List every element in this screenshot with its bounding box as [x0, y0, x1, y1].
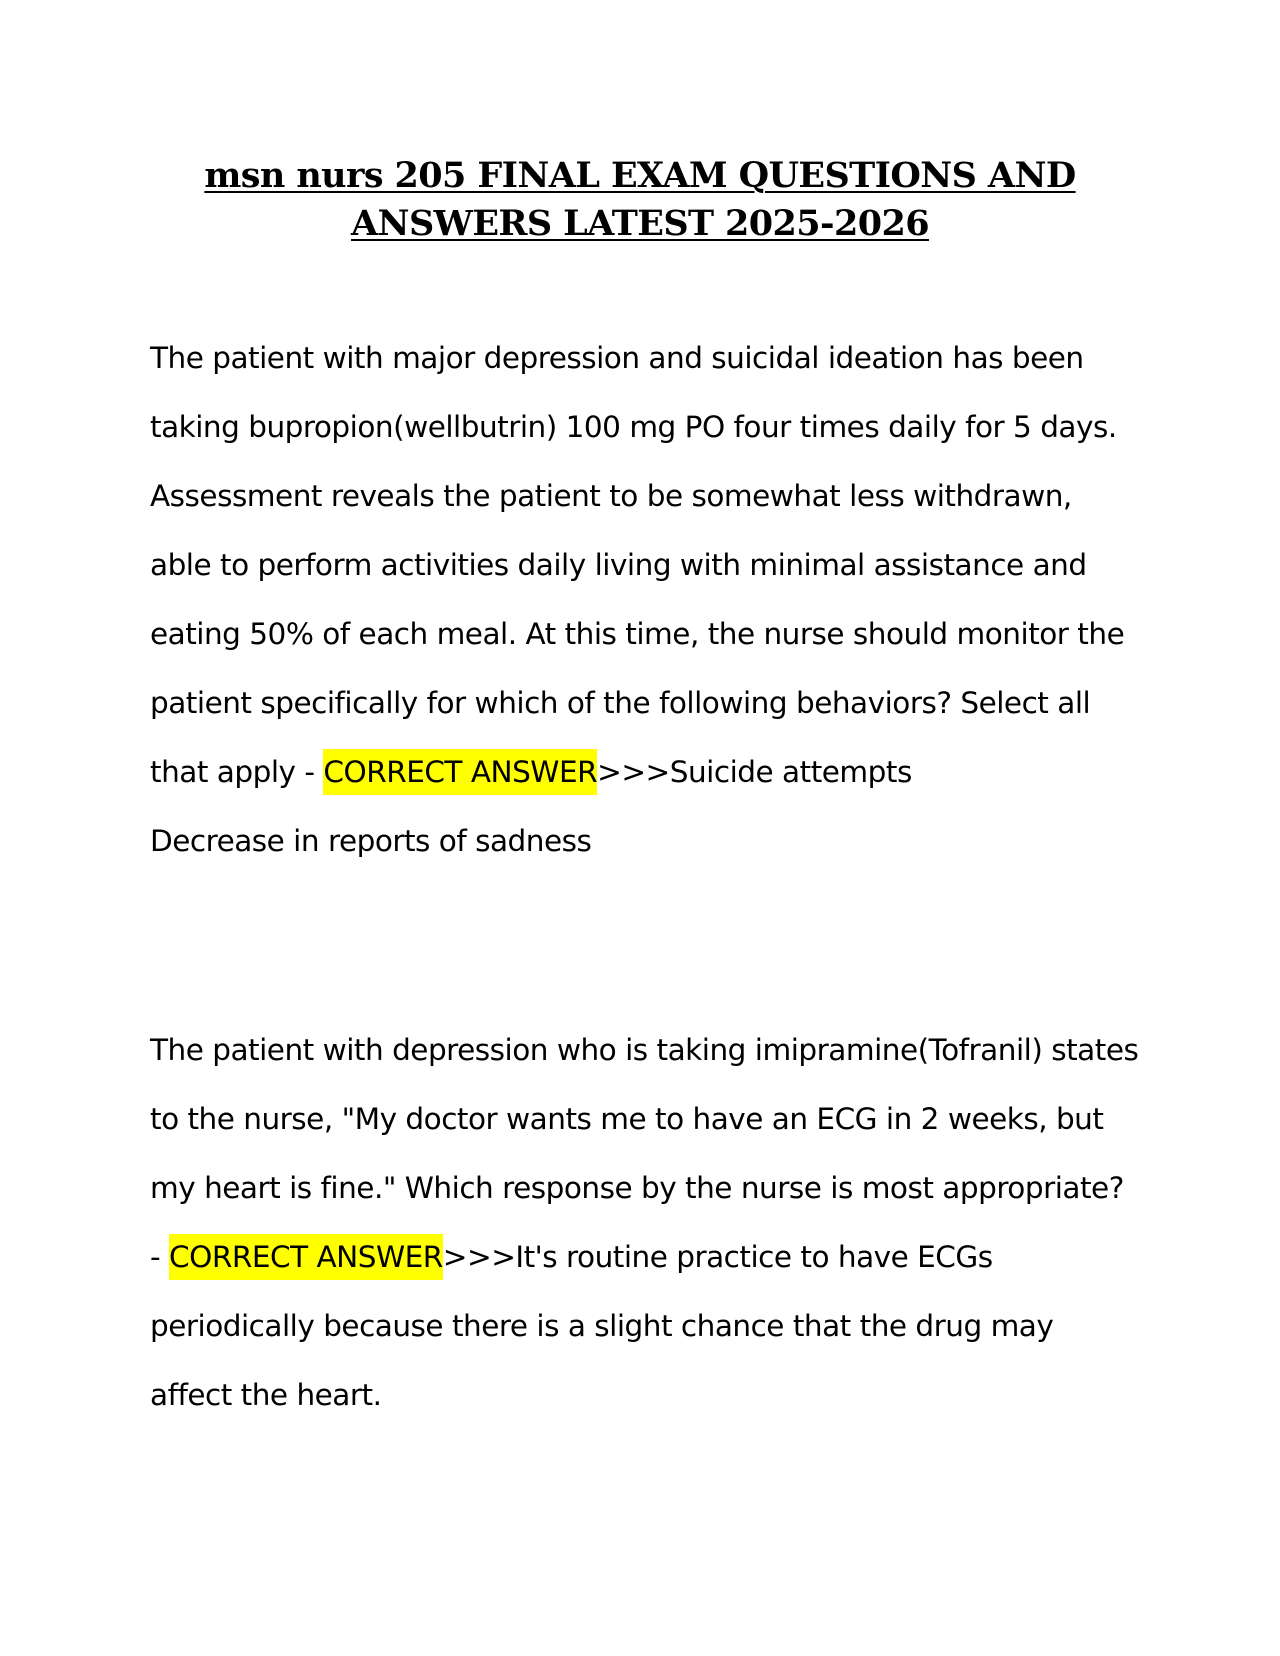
- question-body: The patient with depression who is taking imipramine(Tofranil) states to the nurse, "My doctor wants me to have an ECG in 2 weeks, but my heart is fine." Which response by the nurse is most appropriate? -: [150, 1033, 1139, 1274]
- additional-answer: Decrease in reports of sadness: [150, 824, 592, 858]
- question-block-2: [150, 1032, 1140, 1430]
- question-text: [150, 324, 1140, 807]
- title-line-2: ANSWERS LATEST 2025-2026: [351, 203, 929, 244]
- answer-text: >>>Suicide attempts: [597, 755, 912, 789]
- question-body: The patient with major depression and suicidal ideation has been taking bupropion(wellbutrin) 100 mg PO four times daily for 5 days. Assessment reveals the patient to be somewhat less withdrawn, able to perform activities daily living with minimal assistance and eating 50% of each meal. At this time, the nurse should monitor the patient specifically for which of the following behaviors? Select all that apply -: [150, 341, 1125, 789]
- answer-text: >>>It's routine practice to have ECGs periodically because there is a slight chance that the drug may affect the heart.: [150, 1240, 1054, 1412]
- question-block-1: [150, 340, 1140, 876]
- title-line-1: msn nurs 205 FINAL EXAM QUESTIONS AND: [204, 155, 1076, 196]
- correct-answer-highlight: CORRECT ANSWER: [323, 749, 597, 795]
- page-title: [140, 152, 1140, 248]
- correct-answer-highlight: CORRECT ANSWER: [169, 1234, 443, 1280]
- question-text: [150, 1016, 1140, 1430]
